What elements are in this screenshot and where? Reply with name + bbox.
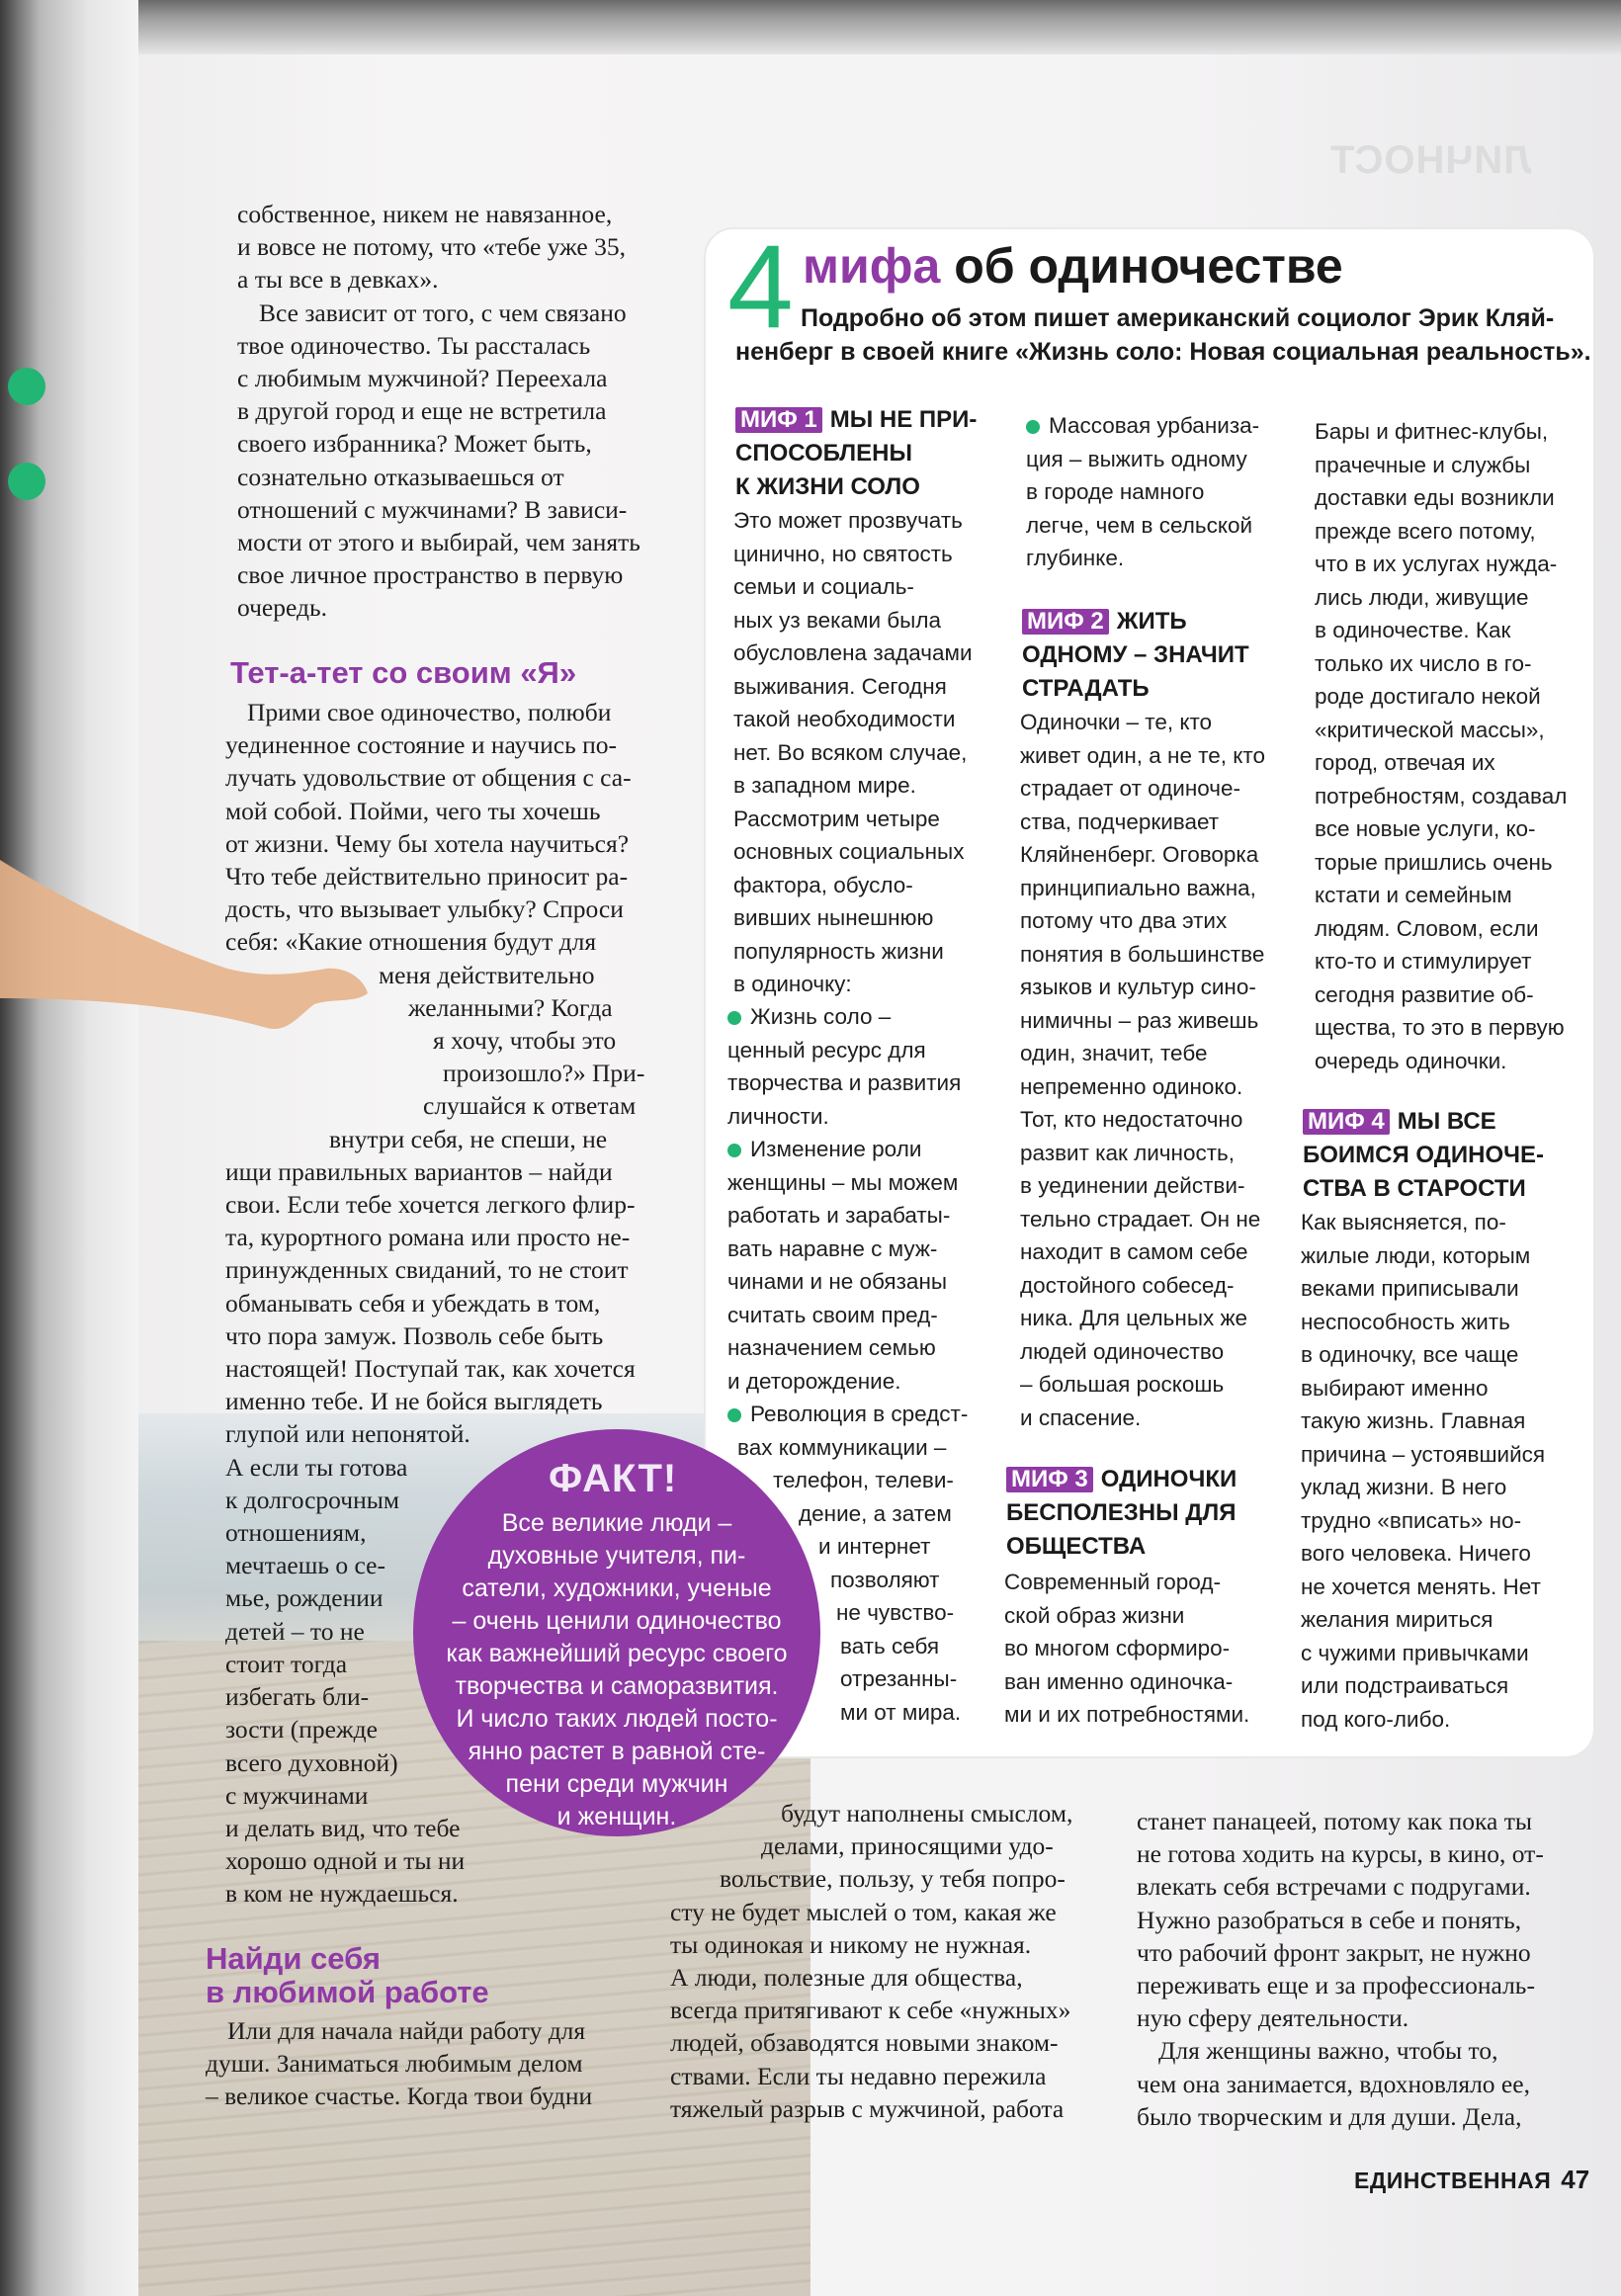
section-heading: Тет-а-тет со своим «Я» (230, 655, 577, 690)
infobox-title: мифа об одиночестве (803, 238, 1343, 294)
myth-4-tag: МИФ 4 (1303, 1109, 1390, 1135)
bullet-icon (1026, 420, 1040, 434)
section-paragraph: Или для начала найди работу для души. Заниматься любимым делом – великое счастье. Когда твои будни (206, 2016, 593, 2111)
myth-1-heading: МИФ 1 МЫ НЕ ПРИ- СПОСОБЛЕНЫ К ЖИЗНИ СОЛО (735, 406, 978, 500)
myth-1-bullet-list: Жизнь соло – ценный ресурс для творчества и развития личности. Изменение роли женщины – мы можем работать и зарабаты- вать наравне с муж- чинами и не обязаны считать своим пред- назначением семью и деторождение. Революция в средст- вах коммуникации – телефон, телеви- дение, а затем и интернет позволяют не чувство- вать себя отрезанны- ми от мира. (727, 1004, 969, 1725)
green-dot-icon (8, 368, 45, 405)
fact-text: Все великие люди – духовные учителя, пи- сатели, художники, ученые – очень ценили одиночество как важнейший ресурс своего творчества и саморазвития. И число таких людей посто- янно растет в равной сте- пени среди мужчин и женщин. (446, 1509, 788, 1830)
bleed-through-text: ЛИЧНОСТ (1329, 138, 1532, 182)
myth-3-text-continued: Бары и фитнес-клубы, прачечные и службы доставки еды возникли прежде всего потому, что в их услугах нужда- лись люди, живущие в одиночестве. Как только их число в го- роде достигало некой «критической массы», город, отвечая их потребностям, создавал все новые услуги, ко- торые пришлись очень кстати и семейным людям. Словом, если кто-то и стимулирует сегодня развитие об- щества, то это в первую очередь одиночки. (1315, 419, 1568, 1073)
bullet-icon (727, 1408, 741, 1422)
body-paragraph: будут наполнены смыслом, делами, приносящими удо- вольствие, пользу, у тебя попро- сту не будет мыслей о том, какая же ты одинокая и никому не нужная. А люди, полезные для общества, всегда притягивают к себе «нужных» людей, обзаводятся новыми знаком- ствами. Если ты недавно пережила тяжелый разрыв с мужчиной, работа (670, 1799, 1073, 2123)
infobox-subtitle: ненберг в своей книге «Жизнь соло: Новая социальная реальность». (735, 338, 1591, 366)
myth-4-text: Как выясняется, по- жилые люди, которым веками приписывали неспособность жить в одиночку, все чаще выбирают именно такую жизнь. Главная причина – устоявшийся уклад жизни. В него трудно «вписать» но- вого человека. Ничего не хочется менять. Нет желания мириться с чужими привычками или подстраиваться под кого-либо. (1301, 1210, 1546, 1732)
body-paragraph: станет панацеей, потому как пока ты не готова ходить на курсы, в кино, от- влекать себя встречами с подругами. Нужно разобраться в себе и понять, что рабочий фронт закрыт, не нужно переживать еще и за профессиональ- ную сферу деятельности. Для женщины важно, чтобы то, чем она занимается, вдохновляло ее, было творческим и для души. Дела, (1137, 1807, 1544, 2131)
binding-gutter (0, 0, 138, 2296)
magazine-name: ЕДИНСТВЕННАЯ (1354, 2168, 1552, 2193)
myth-2-heading: МИФ 2 ЖИТЬ ОДНОМУ – ЗНАЧИТ СТРАДАТЬ (1022, 608, 1249, 702)
myth-1-tag: МИФ 1 (735, 407, 822, 433)
myth-4-heading: МИФ 4 МЫ ВСЕ БОИМСЯ ОДИНОЧЕ- СТВА В СТАРОСТИ (1303, 1108, 1544, 1202)
myths-number: 4 (727, 220, 794, 353)
myth-1-bullet-list: Массовая урбаниза- ция – выжить одному в городе намного легче, чем в сельской глубинке. (1026, 413, 1260, 570)
myth-3-text: Современный город- ской образ жизни во многом сформиро- ван именно одиночка- ми и их потребностями. (1004, 1570, 1250, 1727)
myth-2-tag: МИФ 2 (1022, 609, 1109, 635)
section-paragraph: Прими свое одиночество, полюби уединенное состояние и научись по- лучать удовольствие от общения с са- мой собой. Пойми, чего ты хочешь от жизни. Чему бы хотела научиться? Что тебе действительно приносит ра- дость, что вызывает улыбку? Спроси себя: «Какие отношения будут для меня действительно желанными? Когда я хочу, чтобы это произошло?» При- слушайся к ответам внутри себя, не спеши, не ищи правильных вариантов – найди свои. Если тебе хочется легкого флир- та, курортного романа или просто не- принужденных свиданий, то не стоит обманывать себя и убеждать в том, что пора замуж. Позволь себе быть настоящей! Поступай так, как хочется именно тебе. И не бойся выглядеть глупой или непонятой. А если ты готова к долгосрочным отношениям, мечтаешь о се- мье, рождении детей – то не стоит тогда избегать бли- зости (прежде всего духовной) с мужчинами и делать вид, что тебе хорошо одной и ты ни в ком не нуждаешься. (225, 698, 645, 1909)
scan-top-edge (0, 0, 1621, 54)
bullet-icon (727, 1011, 741, 1025)
bullet-icon (727, 1144, 741, 1157)
myth-3-heading: МИФ 3 ОДИНОЧКИ БЕСПОЛЕЗНЫ ДЛЯ ОБЩЕСТВА (1006, 1466, 1237, 1560)
page-number: 47 (1561, 2165, 1590, 2194)
section-heading: Найди себя в любимой работе (206, 1941, 489, 2009)
intro-paragraph: собственное, никем не навязанное, и вовсе не потому, что «тебе уже 35, а ты все в девках». Все зависит от того, с чем связано твое одиночество. Ты рассталась с любимым мужчиной? Переехала в другой город и еще не встретила своего избранника? Может быть, сознательно отказываешься от отношений с мужчинами? В зависи- мости от этого и выбирай, чем занять свое личное пространство в первую очередь. (237, 200, 640, 623)
infobox-subtitle: Подробно об этом пишет американский социолог Эрик Кляй- (801, 304, 1555, 332)
myth-2-text: Одиночки – те, кто живет один, а не те, кто страдает от одиноче- ства, подчеркивает Кляйненберг. Оговорка принципиально важна, потому что два этих понятия в большинстве языков и культур сино- нимичны – раз живешь один, значит, тебе непременно одиноко. Тот, кто недостаточно развит как личность, в уединении действи- тельно страдает. Он не находит в самом себе достойного собесед- ника. Для цельных же людей одиночество – большая роскошь и спасение. (1020, 710, 1265, 1430)
myth-3-tag: МИФ 3 (1006, 1467, 1093, 1492)
myth-1-text: Это может прозвучать цинично, но святость семьи и социаль- ных уз веками была обусловлена задачами выживания. Сегодня такой необходимости нет. Во всяком случае, в западном мире. Рассмотрим четыре основных социальных фактора, обусло- вивших нынешнюю популярность жизни в одиночку: (733, 508, 973, 996)
fact-title: ФАКТ! (549, 1457, 678, 1500)
page-footer (1354, 2165, 1589, 2195)
green-dot-icon (8, 463, 45, 500)
